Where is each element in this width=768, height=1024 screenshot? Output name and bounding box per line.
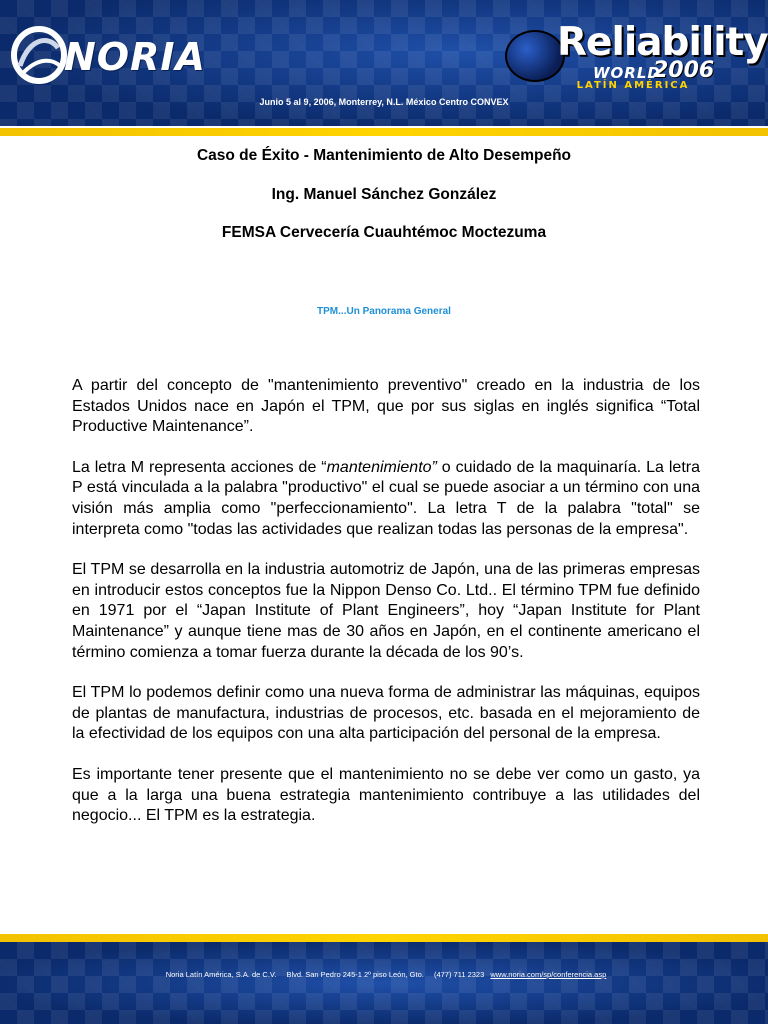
footer-address: Blvd. San Pedro 245-1 2º piso León, Gto. [286,970,424,979]
footer-banner [0,942,768,1024]
logo-year-text: 2006 [653,58,715,83]
footer-phone: (477) 711 2323 [433,970,485,979]
noria-swirl-icon [10,26,68,84]
logo-world-text: WORLD [593,64,661,82]
footer-contact [0,970,768,979]
paragraph-1: A partir del concepto de "mantenimiento preventivo" creado en la industria de los Estados Unidos nace en Japón el TPM, que por sus siglas en inglés significa “Total Productive Maintenance”. [72,377,700,436]
footer-url-link[interactable]: www.noria.com/sp/conferencia.asp [490,970,607,979]
footer-company: Noria Latín América, S.A. de C.V. [165,970,277,979]
header-banner [0,0,768,130]
logo-region-text: LATÍN AMÉRICA [576,80,690,91]
company-title: FEMSA Cervecería Cuauhtémoc Moctezuma [221,224,547,241]
paragraph-2-emphasis: mantenimiento” [326,458,437,476]
noria-logo-text: NORIA [64,35,206,79]
section-title: TPM...Un Panorama General [317,306,451,317]
document-body [72,376,700,847]
paragraph-2-end: o cuidado de la maquinaría. La letra P está vinculada a la palabra "productivo" el cual se puede asociar a un término con una visión más amplia como "perfeccionamiento". La letra T de la palabra "total" se interpreta como "todas las actividades que realizan todas las personas de la empresa". [72,458,700,538]
paragraph-3: El TPM se desarrolla en la industria automotriz de Japón, una de las primeras empresas en introducir estos conceptos fue la Nippon Denso Co. Ltd.. El término TPM fue definido en 1971 por el “Japan Institute of Plant Engineers”, hoy “Japan Institute for Plant Maintenance” y aunque tiene mas de 30 años en Japón, en el continente americano el término comienza a tomar fuerza durante la década de los 90’s. [72,561,700,661]
header-stripe [0,126,768,136]
event-info: Junio 5 al 9, 2006, Monterrey, N.L. México Centro CONVEX [259,97,509,107]
paragraph-2-start: La letra M representa acciones de “ [72,458,327,476]
author-title: Ing. Manuel Sánchez González [271,186,497,203]
paragraph-5: Es importante tener presente que el mantenimiento no se debe ver como un gasto, ya que a la larga una buena estrategia mantenimiento contribuye a las utilidades del negocio... El TPM es la estrategia. [72,765,700,825]
noria-logo [10,22,206,88]
globe-icon [505,30,565,82]
paragraph-2 [72,458,700,540]
reliability-world-logo [505,20,768,96]
case-title: Caso de Éxito - Mantenimiento de Alto Desempeño [196,147,572,164]
logo-reliability-text: Reliability [557,20,768,65]
paragraph-4: El TPM lo podemos definir como una nueva forma de administrar las máquinas, equipos de plantas de manufactura, industrias de procesos, etc. basada en el mejoramiento de la efectividad de los equipos con una alta participación del personal de la empresa. [72,684,700,743]
